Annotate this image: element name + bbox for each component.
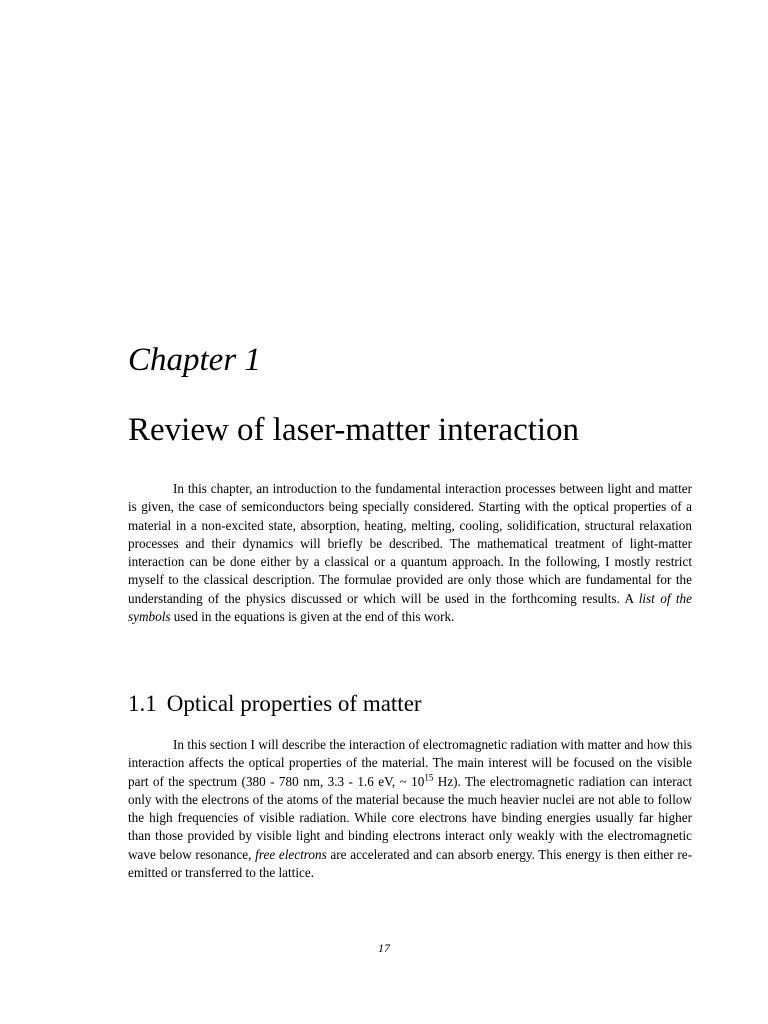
- chapter-title: Review of laser-matter interaction: [128, 412, 580, 448]
- section-number: 1.1: [128, 691, 157, 716]
- free-electrons-term: free electrons: [255, 846, 327, 862]
- section-text-3: are accelerated and can absorb energy. This energy is then either re-emitted or transferred to the lattice.: [128, 846, 693, 881]
- section-title: Optical properties of matter: [166, 691, 422, 716]
- section-text-2: Hz). The electromagnetic radiation can interact only with the electrons of the atoms of the material because the much heavier nuclei are not able to follow the high frequencies of visible radiation. While core electrons have binding energies usually far higher than those provided by visible light and binding electrons interact only weakly with the electromagnetic wave below resonance,: [128, 773, 692, 862]
- intro-text-1: In this chapter, an introduction to the fundamental interaction processes between light and matter is given, the case of semiconductors being specially considered. Starting with the optical properties of a material in a non-excited state, absorption, heating, melting, cooling, solidification, structural relaxation processes and their dynamics will briefly be described. The mathematical treatment of light-matter interaction can be done either by a classical or a quantum approach. In the following, I mostly restrict myself to the classical description. The formulae provided are only those which are fundamental for the understanding of the physics discussed or which will be used in the forthcoming results. A: [128, 481, 692, 606]
- chapter-label: Chapter 1: [128, 342, 261, 378]
- page-number: 17: [378, 941, 390, 955]
- intro-text-2: used in the equations is given at the end of this work.: [173, 609, 455, 625]
- section-paragraph: [128, 736, 692, 882]
- intro-paragraph: [128, 480, 692, 626]
- exponent: 15: [424, 772, 434, 783]
- section-heading: [128, 688, 422, 720]
- symbols-list-reference: list of the symbols: [128, 590, 693, 625]
- section-text-1: In this section I will describe the interaction of electromagnetic radiation with matter and how this interaction affects the optical properties of the material. The main interest will be focused on the visible part of the spectrum (380 - 780 nm, 3.3 - 1.6 eV, ~ 10: [128, 737, 692, 789]
